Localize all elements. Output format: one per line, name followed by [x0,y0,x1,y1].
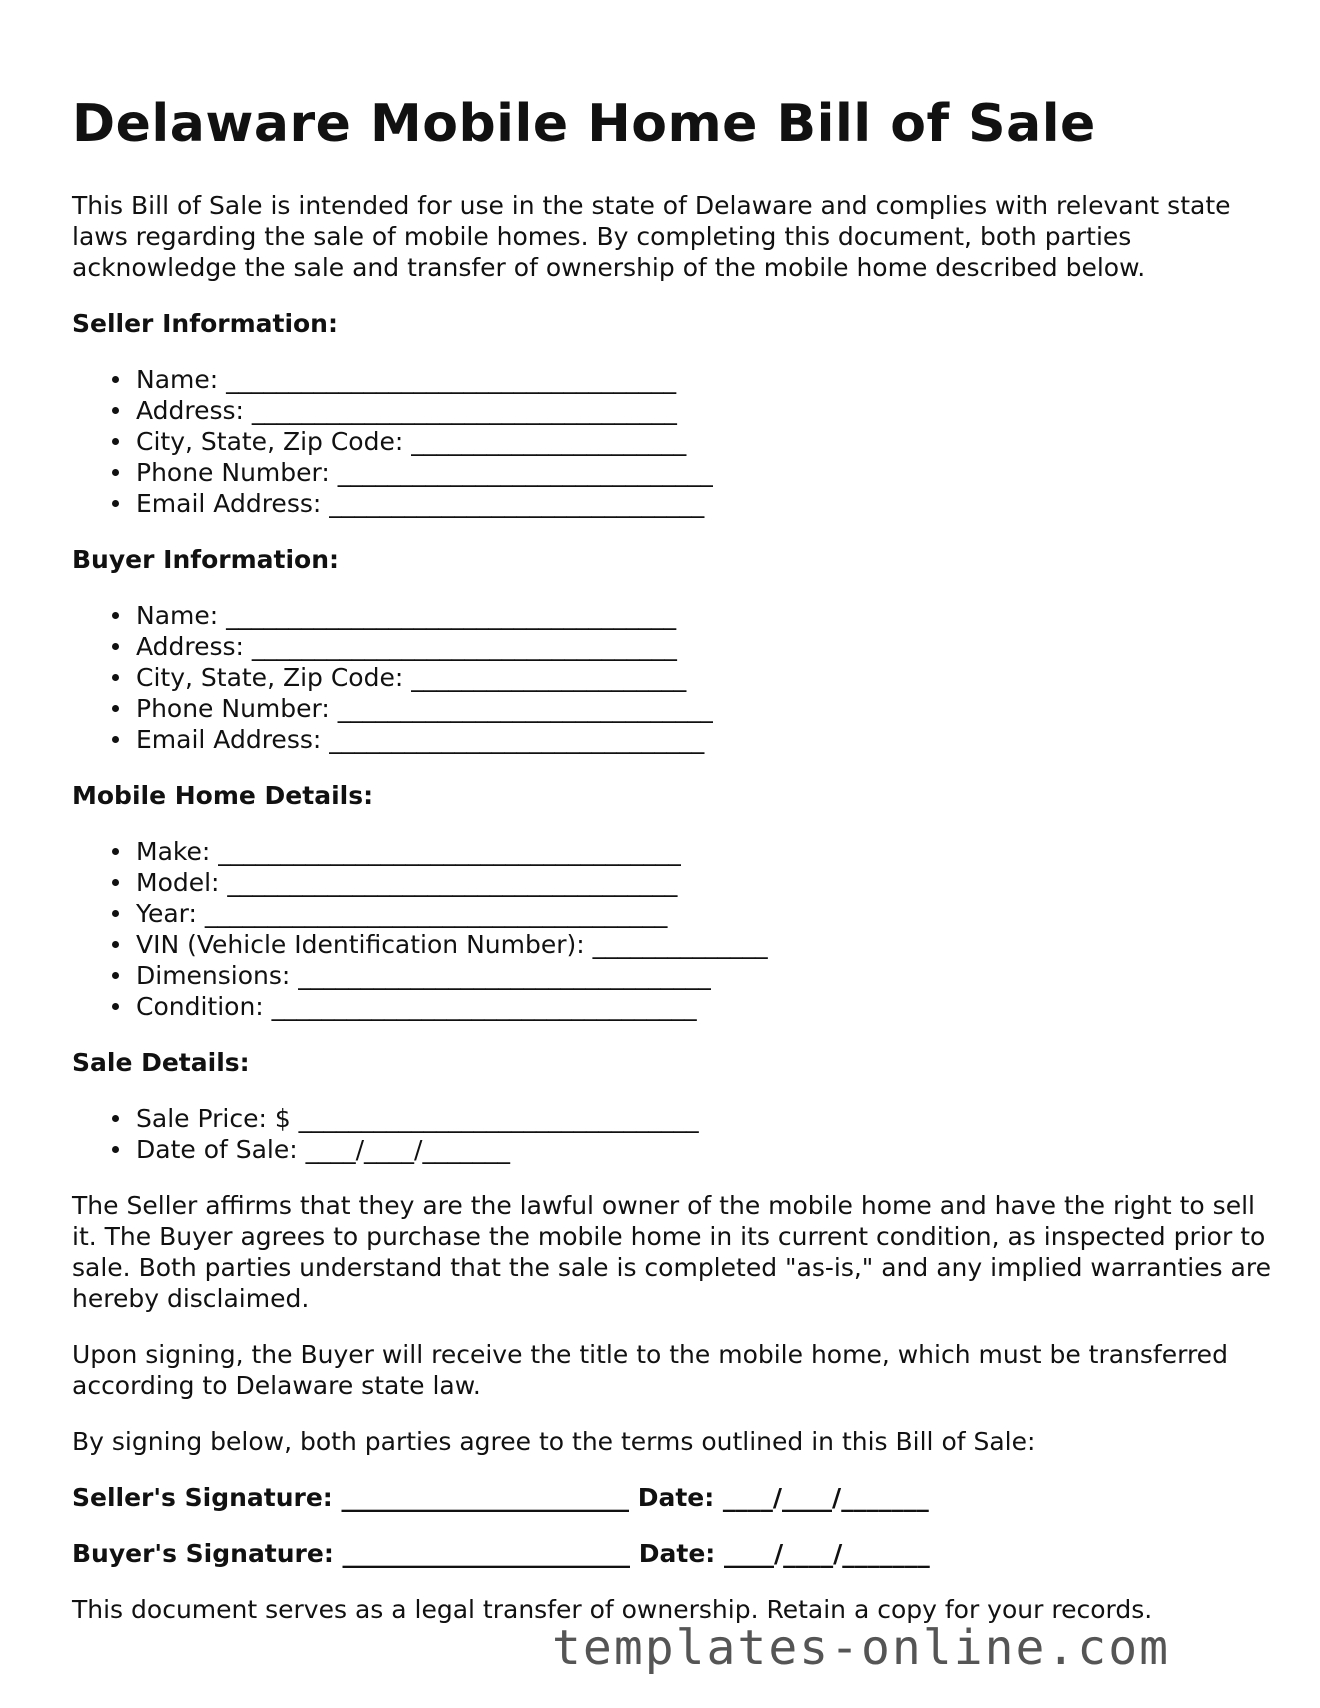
date-of-sale-field: Date of Sale: ____/____/_______ [136,1134,1272,1165]
mobile-home-fields-list [72,836,1272,1022]
condition-field: Condition: __________________________________ [136,991,1272,1022]
seller-phone-field: Phone Number: ______________________________ [136,457,1272,488]
mobile-home-heading: Mobile Home Details: [72,781,374,810]
title-transfer-paragraph: Upon signing, the Buyer will receive the title to the mobile home, which must be transferred according to Delaware state law. [72,1340,1228,1400]
seller-email-field: Email Address: ______________________________ [136,488,1272,519]
model-field: Model: ____________________________________ [136,867,1272,898]
buyer-city-state-zip-field: City, State, Zip Code: ______________________ [136,662,1272,693]
vin-field: VIN (Vehicle Identification Number): ______________ [136,929,1272,960]
buyer-address-field: Address: __________________________________ [136,631,1272,662]
buyer-phone-field: Phone Number: ______________________________ [136,693,1272,724]
intro-paragraph: This Bill of Sale is intended for use in the state of Delaware and complies with relevant state laws regarding the sale of mobile homes. By completing this document, both parties acknowledge the sale and transfer of ownership of the mobile home described below. [72,191,1231,282]
buyer-heading: Buyer Information: [72,545,340,574]
seller-city-state-zip-field: City, State, Zip Code: ______________________ [136,426,1272,457]
closing-paragraph: This document serves as a legal transfer of ownership. Retain a copy for your records. [72,1595,1153,1624]
document-title: Delaware Mobile Home Bill of Sale [72,94,1096,154]
sale-price-field: Sale Price: $ ________________________________ [136,1103,1272,1134]
watermark-text: templates-online.com [552,1620,1170,1676]
buyer-fields-list [72,600,1272,755]
buyer-email-field: Email Address: ______________________________ [136,724,1272,755]
buyer-signature-line: Buyer's Signature: _______________________ Date: ____/____/_______ [72,1539,930,1568]
dimensions-field: Dimensions: _________________________________ [136,960,1272,991]
sale-heading: Sale Details: [72,1048,250,1077]
seller-address-field: Address: __________________________________ [136,395,1272,426]
make-field: Make: _____________________________________ [136,836,1272,867]
year-field: Year: _____________________________________ [136,898,1272,929]
sale-fields-list [72,1103,1272,1165]
buyer-name-field: Name: ____________________________________ [136,600,1272,631]
agreement-paragraph: By signing below, both parties agree to the terms outlined in this Bill of Sale: [72,1427,1036,1456]
seller-signature-line: Seller's Signature: _______________________ Date: ____/____/_______ [72,1483,929,1512]
seller-name-field: Name: ____________________________________ [136,364,1272,395]
document-page [72,88,1272,1625]
affirmation-paragraph: The Seller affirms that they are the lawful owner of the mobile home and have the right to sell it. The Buyer agrees to purchase the mobile home in its current condition, as inspected prior to sale. Both parties understand that the sale is completed "as-is," and any implied warranties are hereby disclaimed. [72,1191,1271,1313]
seller-heading: Seller Information: [72,309,338,338]
seller-fields-list [72,364,1272,519]
